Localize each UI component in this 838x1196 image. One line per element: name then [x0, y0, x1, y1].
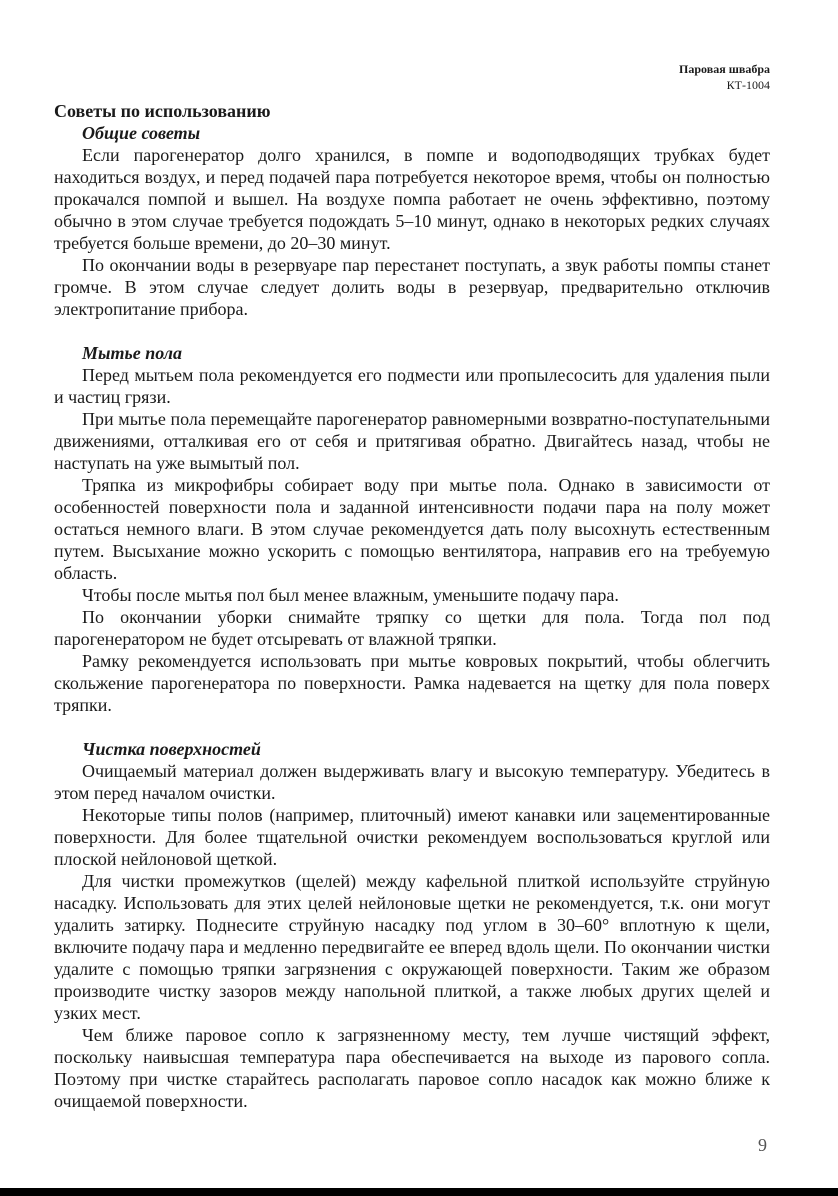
paragraph: При мытье пола перемещайте парогенератор равномерными возвратно-поступательными движениями, отталкивая его от себя и притягивая обратно. Двигайтесь назад, чтобы не наступать на уже вымытый пол. [54, 409, 770, 473]
paragraph: Если парогенератор долго хранился, в помпе и водоподводящих трубках будет находиться воздух, и перед подачей пара потребуется некоторое время, чтобы он полностью прокачался помпой и вышел. На воздухе помпа работает не очень эффективно, поэтому обычно в этом случае требуется подождать 5–10 минут, однако в некоторых редких случаях требуется больше времени, до 20–30 минут. [54, 145, 770, 253]
page-title: Советы по использованию [54, 101, 271, 121]
page-header [679, 61, 770, 93]
model-number: КТ-1004 [726, 78, 770, 92]
paragraph: Чтобы после мытья пол был менее влажным, уменьшите подачу пара. [82, 585, 619, 605]
bottom-rule [0, 1188, 838, 1196]
paragraph: По окончании воды в резервуаре пар перестанет поступать, а звук работы помпы станет громче. В этом случае следует долить воды в резервуар, предварительно отключив электропитание прибора. [54, 255, 770, 319]
paragraph: Рамку рекомендуется использовать при мытье ковровых покрытий, чтобы облегчить скольжение парогенератора по поверхности. Рамка надевается на щетку для пола поверх тряпки. [54, 651, 770, 715]
section-heading-surfaces: Чистка поверхностей [82, 739, 261, 759]
paragraph: Некоторые типы полов (например, плиточный) имеют канавки или зацементированные поверхности. Для более тщательной очистки рекомендуем воспользоваться круглой или плоской нейлоновой щеткой. [54, 805, 770, 869]
paragraph: Тряпка из микрофибры собирает воду при мытье пола. Однако в зависимости от особенностей поверхности пола и заданной интенсивности подачи пара на полу может остаться немного влаги. В этом случае рекомендуется дать полу высохнуть естественным путем. Высыхание можно ускорить с помощью вентилятора, направив его на требуемую область. [54, 475, 770, 583]
section-heading-floor: Мытье пола [82, 343, 183, 363]
page-number: 9 [758, 1135, 767, 1155]
product-name: Паровая швабра [679, 62, 770, 76]
section-heading-general: Общие советы [82, 123, 201, 143]
paragraph: Для чистки промежутков (щелей) между кафельной плиткой используйте струйную насадку. Использовать для этих целей нейлоновые щетки не рекомендуется, т.к. они могут удалить затирку. Поднесите струйную насадку под углом в 30–60° вплотную к щели, включите подачу пара и медленно передвигайте ее вперед вдоль щели. По окончании чистки удалите с помощью тряпки загрязнения с окружающей поверхности. Таким же образом производите чистку зазоров между напольной плиткой, а также любых других щелей и узких мест. [54, 871, 770, 1023]
paragraph: По окончании уборки снимайте тряпку со щетки для пола. Тогда пол под парогенератором не будет отсыревать от влажной тряпки. [54, 607, 770, 649]
paragraph: Чем ближе паровое сопло к загрязненному месту, тем лучше чистящий эффект, поскольку наивысшая температура пара обеспечивается на выходе из парового сопла. Поэтому при чистке старайтесь располагать паровое сопло насадок как можно ближе к очищаемой поверхности. [54, 1025, 770, 1111]
page-content [54, 100, 770, 1112]
paragraph: Очищаемый материал должен выдерживать влагу и высокую температуру. Убедитесь в этом перед началом очистки. [54, 761, 770, 803]
paragraph: Перед мытьем пола рекомендуется его подмести или пропылесосить для удаления пыли и частиц грязи. [54, 365, 770, 407]
